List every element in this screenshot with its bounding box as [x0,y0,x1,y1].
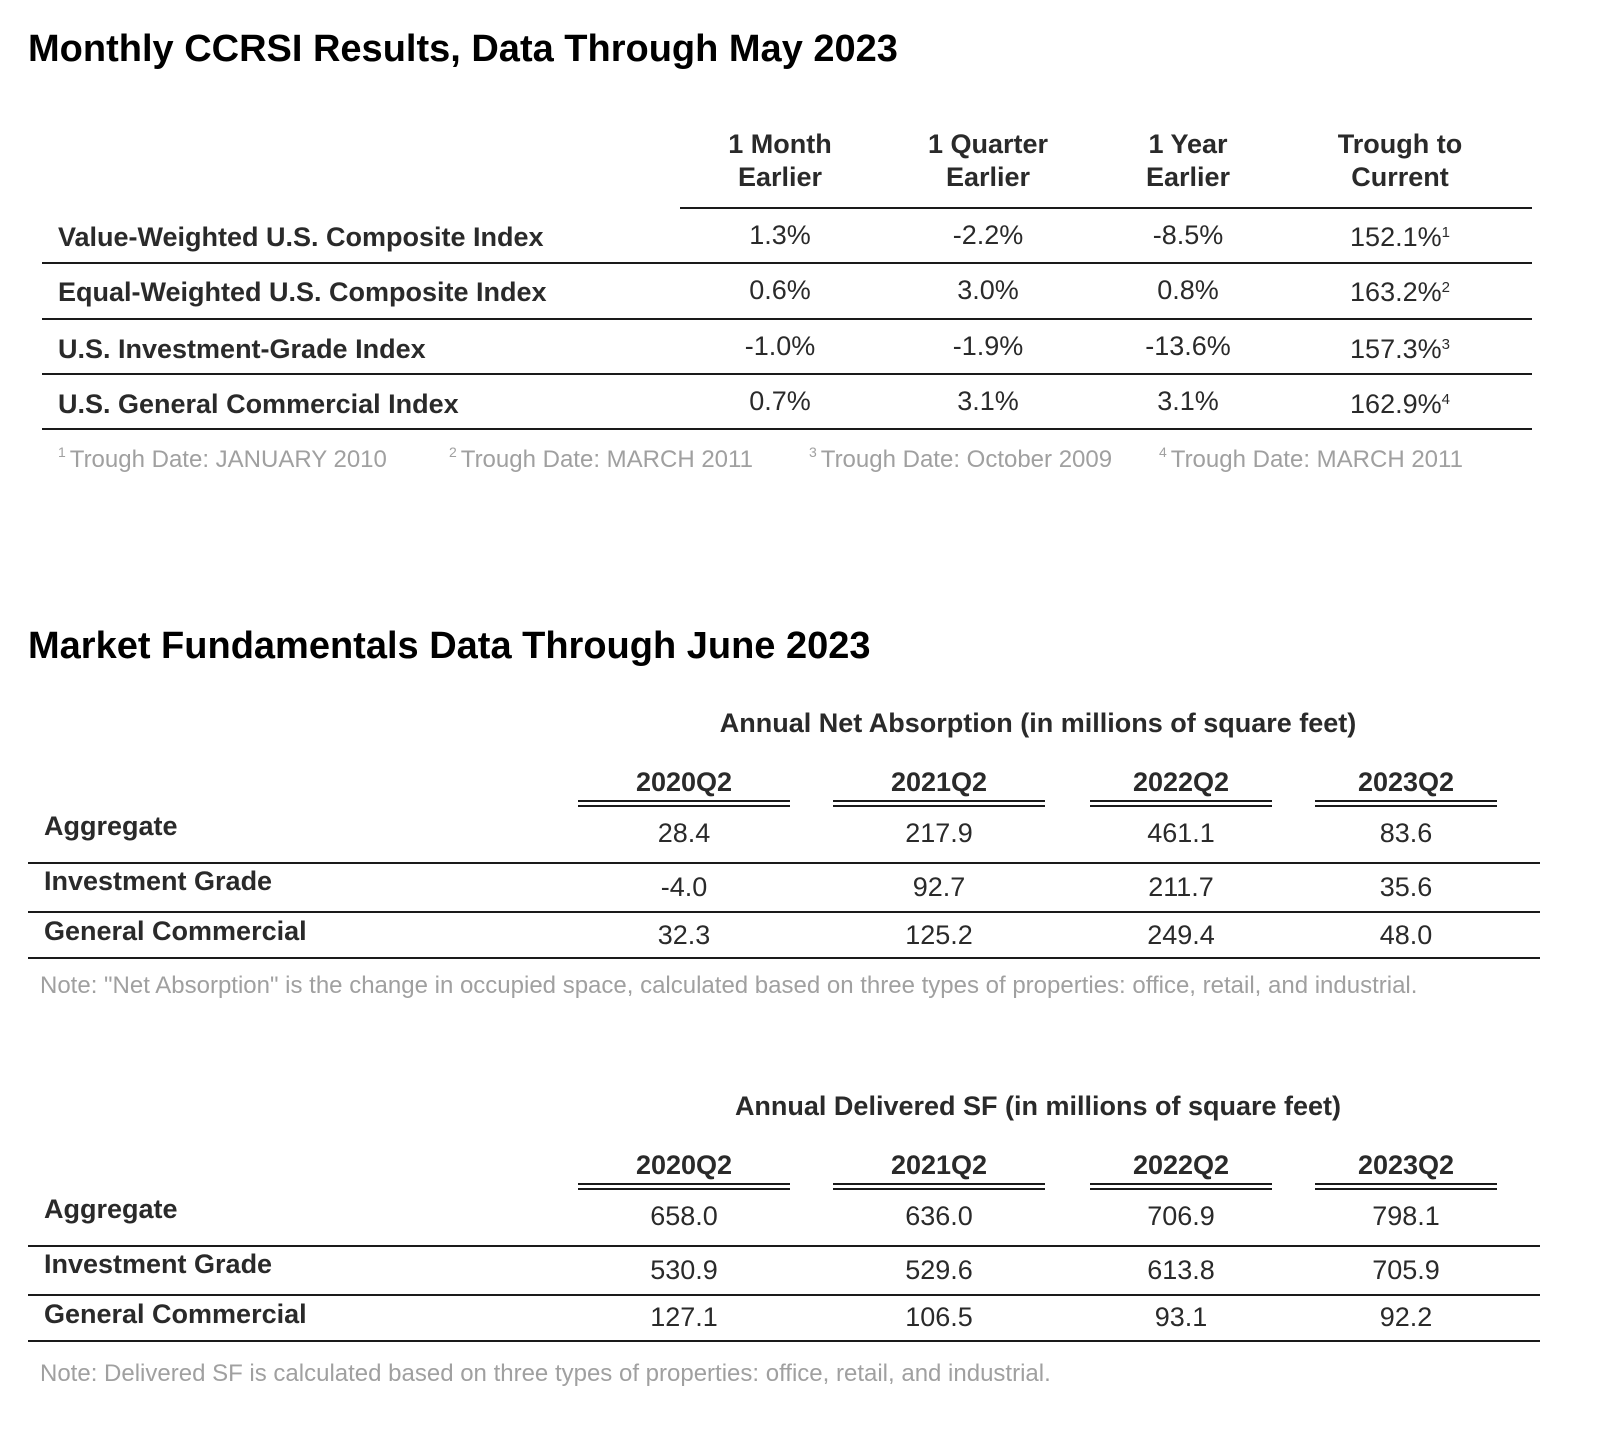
ccrsi-cell: 152.1%$^1$ [1350,222,1450,252]
absorption-year-underline [578,800,790,807]
fundamentals-title: Market Fundamentals Data Through June 2023 [28,625,871,667]
absorption-year-underline [833,800,1045,807]
absorption-cell: 217.9 [905,818,973,848]
delivered-row-label: Investment Grade [44,1249,273,1279]
ccrsi-footnote: $^4$ Trough Date: MARCH 2011 [1159,444,1463,473]
delivered-cell: 92.2 [1379,1302,1433,1332]
ccrsi-cell: -2.2% [952,220,1024,250]
delivered-note: Note: Delivered SF is calculated based on three types of properties: office, retail, and industrial. [40,1360,1051,1387]
ccrsi-row-label: U.S. Investment-Grade Index [58,334,426,364]
ccrsi-row-label: Equal-Weighted U.S. Composite Index [58,277,547,307]
ccrsi-cell: 1.3% [749,220,811,250]
absorption-year: 2022Q2 [1132,767,1230,797]
absorption-subtitle: Annual Net Absorption (in millions of square feet) [719,708,1357,738]
delivered-cell: 658.0 [650,1201,718,1231]
ccrsi-cell: -13.6% [1145,331,1231,361]
absorption-cell: 28.4 [657,818,711,848]
absorption-cell: 83.6 [1379,818,1433,848]
delivered-cell: 127.1 [650,1302,718,1332]
ccrsi-cell: 3.1% [1157,386,1219,416]
absorption-note: Note: "Net Absorption" is the change in occupied space, calculated based on three types of properties: office, retail, and industrial. [40,972,1418,999]
ccrsi-row-rule [42,318,1532,320]
ccrsi-col-trough-to-current: Trough to Current [1337,129,1463,192]
ccrsi-row-label: Value-Weighted U.S. Composite Index [58,222,544,252]
ccrsi-cell: -1.0% [744,331,816,361]
absorption-year: 2021Q2 [890,767,988,797]
footnote-marker: 1 [1441,224,1450,241]
ccrsi-row-rule [42,262,1532,264]
ccrsi-col-1-year: 1 Year Earlier [1145,129,1231,192]
delivered-cell: 636.0 [905,1201,973,1231]
delivered-subtitle: Annual Delivered SF (in millions of square feet) [734,1091,1342,1121]
ccrsi-cell: -8.5% [1152,220,1224,250]
absorption-row-rule [28,862,1540,864]
delivered-year-underline [833,1183,1045,1190]
delivered-cell: 798.1 [1372,1201,1440,1231]
ccrsi-cell: 157.3%$^3$ [1350,334,1450,364]
delivered-year-underline [1315,1183,1497,1190]
ccrsi-cell: 0.8% [1157,275,1219,305]
ccrsi-header-rule [680,207,1532,209]
delivered-row-rule [28,1294,1540,1296]
delivered-cell: 530.9 [650,1255,718,1285]
delivered-year: 2022Q2 [1132,1150,1230,1180]
delivered-cell: 706.9 [1147,1201,1215,1231]
ccrsi-row-rule [42,373,1532,375]
delivered-cell: 106.5 [905,1302,973,1332]
absorption-cell: 125.2 [905,920,973,950]
absorption-year: 2023Q2 [1357,767,1455,797]
delivered-year-underline [578,1183,790,1190]
ccrsi-cell: 0.7% [749,386,811,416]
absorption-cell: -4.0 [660,872,708,902]
absorption-cell: 249.4 [1147,920,1215,950]
delivered-row-rule [28,1245,1540,1247]
footnote-marker: 4 [1441,391,1450,408]
ccrsi-col-1-month: 1 Month Earlier [728,129,832,192]
delivered-cell: 93.1 [1154,1302,1208,1332]
footnote-marker: 3 [1441,336,1450,353]
ccrsi-bottom-rule [42,428,1532,430]
delivered-cell: 529.6 [905,1255,973,1285]
absorption-row-label: General Commercial [44,916,307,946]
ccrsi-cell: 3.0% [957,275,1019,305]
delivered-year: 2023Q2 [1357,1150,1455,1180]
delivered-bottom-rule [28,1340,1540,1342]
absorption-row-label: Aggregate [44,811,178,841]
absorption-row-label: Investment Grade [44,866,273,896]
absorption-row-rule [28,911,1540,913]
delivered-year: 2020Q2 [635,1150,733,1180]
delivered-cell: 705.9 [1372,1255,1440,1285]
delivered-cell: 613.8 [1147,1255,1215,1285]
ccrsi-cell: 163.2%$^2$ [1350,277,1450,307]
ccrsi-cell: 3.1% [957,386,1019,416]
ccrsi-cell: 0.6% [749,275,811,305]
absorption-cell: 35.6 [1379,872,1433,902]
absorption-cell: 461.1 [1147,818,1215,848]
delivered-row-label: General Commercial [44,1299,307,1329]
ccrsi-col-1-quarter: 1 Quarter Earlier [927,129,1049,192]
absorption-cell: 92.7 [912,872,966,902]
ccrsi-cell: 162.9%$^4$ [1350,389,1450,419]
ccrsi-title: Monthly CCRSI Results, Data Through May 2023 [28,28,898,70]
ccrsi-row-label: U.S. General Commercial Index [58,389,459,419]
delivered-year: 2021Q2 [890,1150,988,1180]
delivered-year-underline [1090,1183,1272,1190]
absorption-cell: 211.7 [1148,872,1214,902]
footnote-marker: 2 [1441,279,1450,296]
absorption-cell: 32.3 [657,920,711,950]
ccrsi-footnote: $^1$ Trough Date: JANUARY 2010 [58,444,387,473]
absorption-year: 2020Q2 [635,767,733,797]
ccrsi-footnote: $^3$ Trough Date: October 2009 [809,444,1113,473]
ccrsi-cell: -1.9% [952,331,1024,361]
delivered-row-label: Aggregate [44,1194,178,1224]
absorption-year-underline [1315,800,1497,807]
absorption-cell: 48.0 [1379,920,1433,950]
absorption-bottom-rule [28,957,1540,959]
ccrsi-footnote: $^2$ Trough Date: MARCH 2011 [449,444,753,473]
absorption-year-underline [1090,800,1272,807]
